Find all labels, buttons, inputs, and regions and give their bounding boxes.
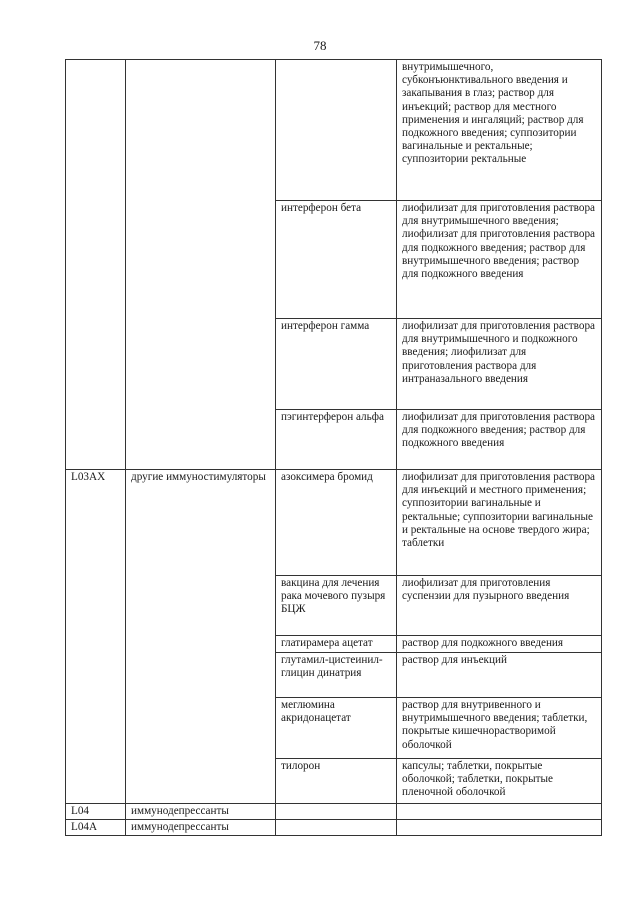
drug-name-cell: тилорон [276,759,397,804]
dosage-form-cell: раствор для внутривенного и внутримышечного введения; таблетки, покрытые кишечнорастворимой оболочкой [397,698,602,759]
table-row [66,820,602,836]
drug-name-cell: глутамил-цистеинил-глицин динатрия [276,653,397,698]
atc-code-cell: L04A [66,820,126,836]
table-row [66,470,602,576]
drug-name-cell: интерферон бета [276,201,397,319]
dosage-form-cell: раствор для подкожного введения [397,636,602,653]
group-cell: другие иммуностимуляторы [126,470,276,804]
page-number: 78 [313,38,327,53]
group-cell [126,60,276,470]
dosage-form-cell: капсулы; таблетки, покрытые оболочкой; таблетки, покрытые пленочной оболочкой [397,759,602,804]
drug-name-cell: вакцина для лечения рака мочевого пузыря БЦЖ [276,576,397,636]
drug-name-cell: меглюмина акридонацетат [276,698,397,759]
atc-code-cell: L04 [66,804,126,820]
drug-name-cell: интерферон гамма [276,319,397,410]
dosage-form-cell: лиофилизат для приготовления раствора для подкожного введения; раствор для подкожного введения [397,410,602,470]
drug-name-cell: азоксимера бромид [276,470,397,576]
dosage-form-cell: лиофилизат для приготовления раствора для инъекций и местного применения; суппозитории вагинальные и ректальные; суппозитории вагинальные и ректальные на основе твердого жира; таблетки [397,470,602,576]
drug-name-cell: пэгинтерферон альфа [276,410,397,470]
table-row [66,804,602,820]
dosage-form-cell [397,804,602,820]
group-cell: иммунодепрессанты [126,820,276,836]
drug-name-cell [276,804,397,820]
drug-name-cell: глатирамера ацетат [276,636,397,653]
dosage-form-cell: лиофилизат для приготовления раствора для внутримышечного введения; лиофилизат для приготовления раствора для подкожного введения; раствор для внутримышечного введения; раствор для подкожного введения [397,201,602,319]
medicines-table [65,59,602,836]
dosage-form-cell: внутримышечного, субконъюнктивального введения и закапывания в глаз; раствор для инъекций; раствор для местного применения и ингаляций; раствор для подкожного введения; суппозитории вагинальные и ректальные; суппозитории ректальные [397,60,602,201]
dosage-form-cell: раствор для инъекций [397,653,602,698]
dosage-form-cell: лиофилизат для приготовления раствора для внутримышечного и подкожного введения; лиофилизат для приготовления раствора для интраназального введения [397,319,602,410]
group-cell: иммунодепрессанты [126,804,276,820]
dosage-form-cell [397,820,602,836]
drug-name-cell [276,60,397,201]
drug-name-cell [276,820,397,836]
atc-code-cell [66,60,126,470]
atc-code-cell: L03AX [66,470,126,804]
dosage-form-cell: лиофилизат для приготовления суспензии для пузырного введения [397,576,602,636]
table-row [66,60,602,201]
